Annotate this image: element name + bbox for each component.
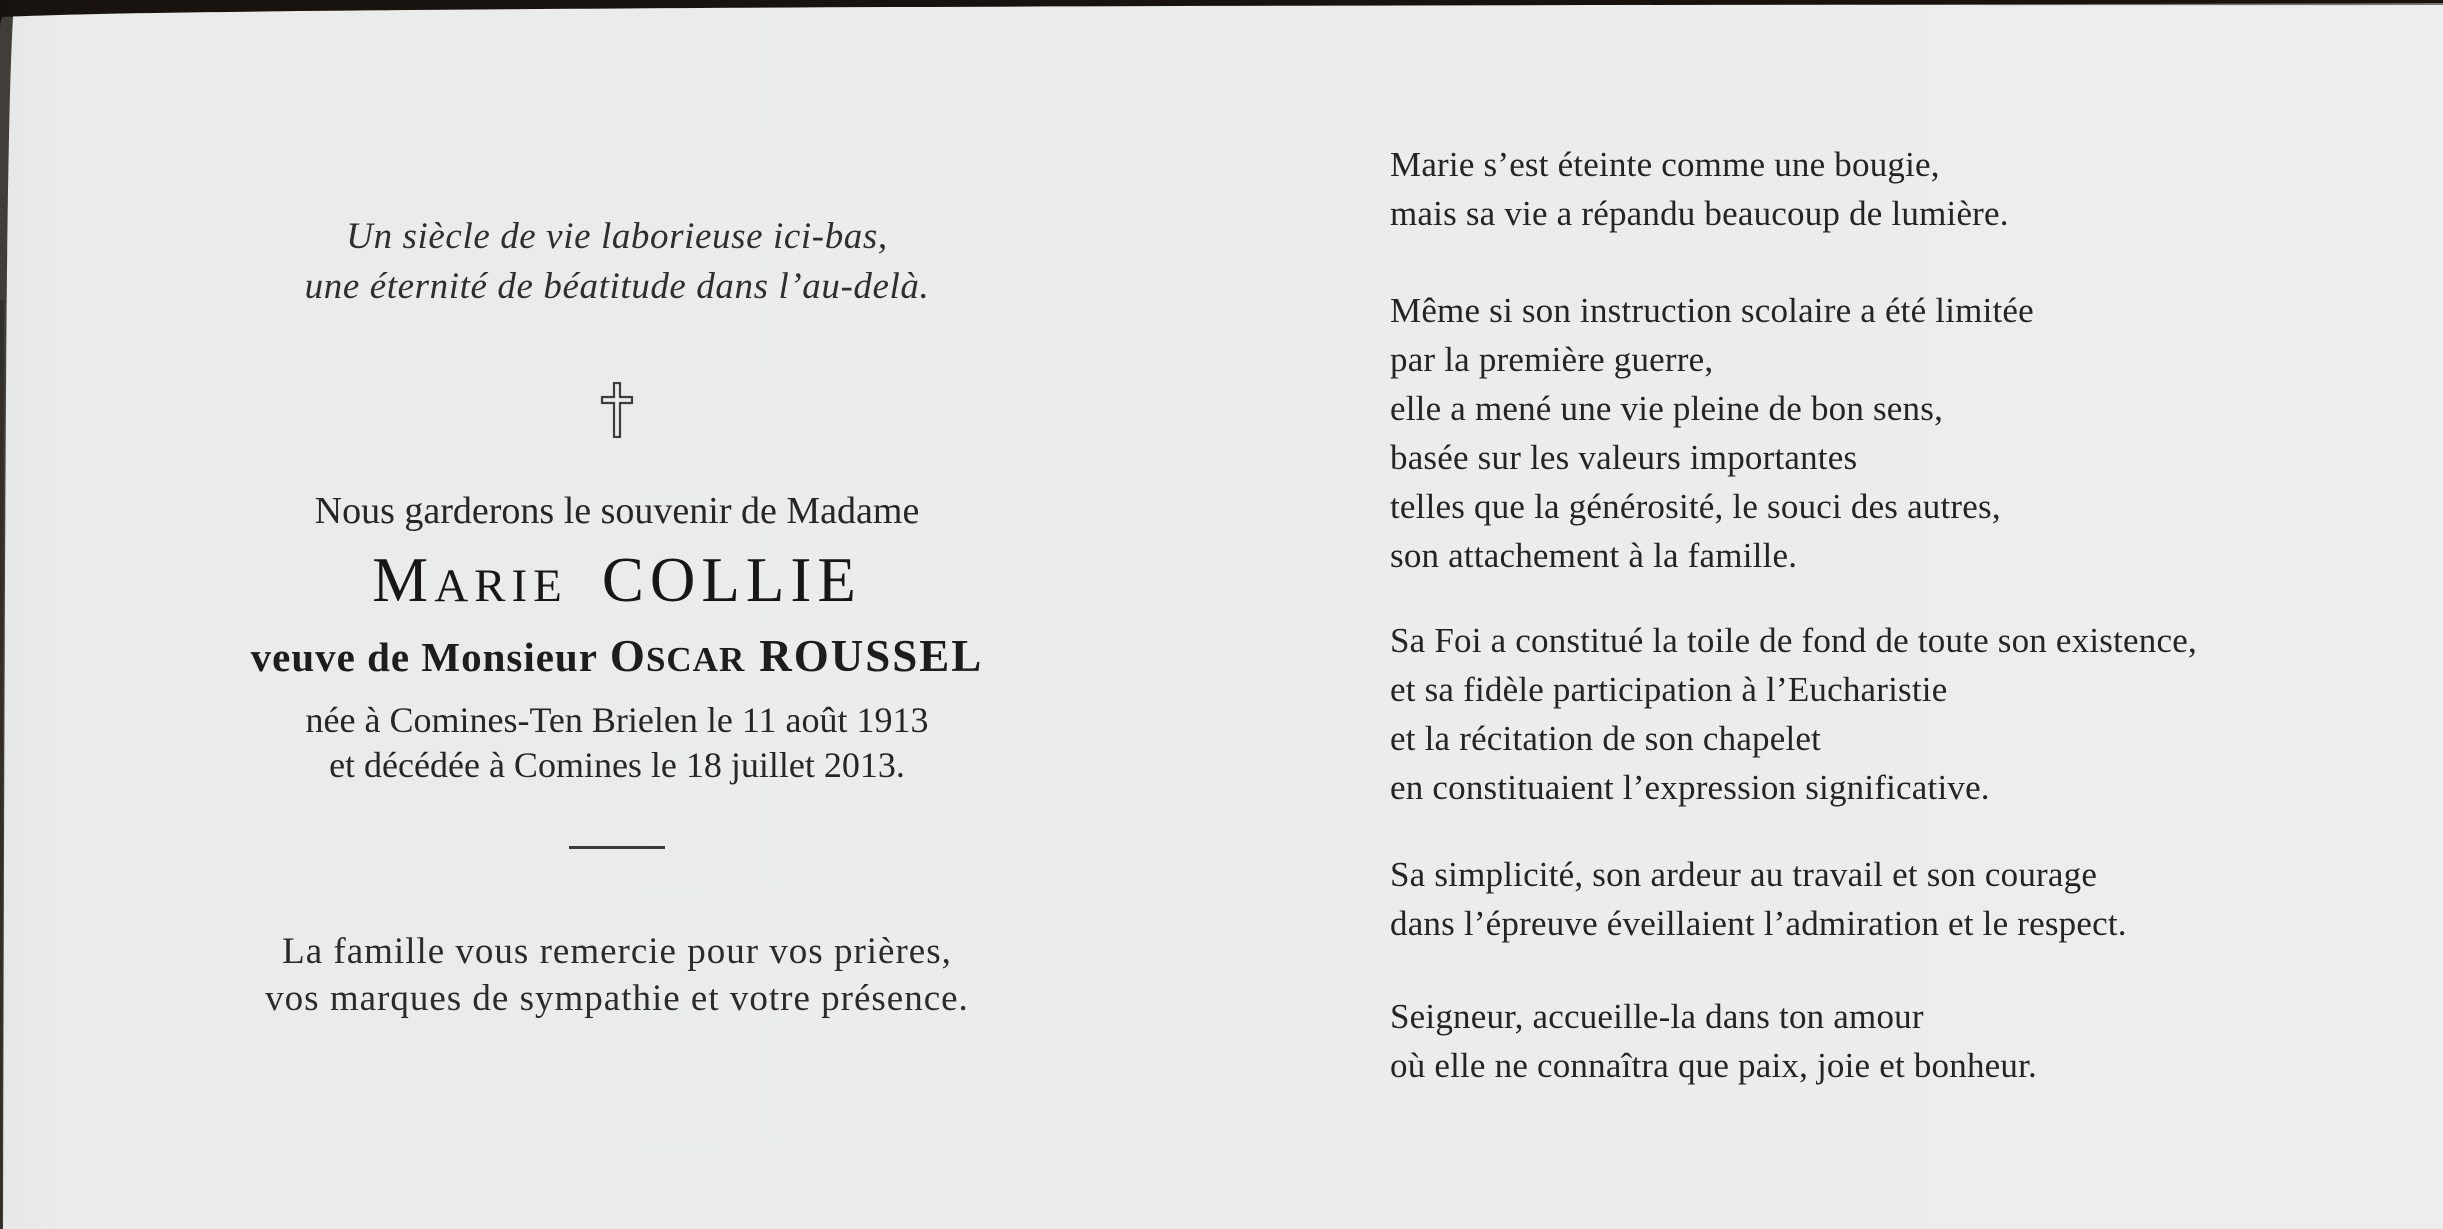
text-line: Marie s’est éteinte comme une bougie, [1390,145,1940,184]
text-line: et la récitation de son chapelet [1390,719,1822,758]
husband-last-name: ROUSSEL [759,631,984,681]
thanks-line: La famille vous remercie pour vos prières, [282,931,952,972]
eulogy-paragraph-3 [1390,616,2410,812]
cross-wrap [167,382,1067,443]
left-page [167,0,1067,1229]
text-line: en constituaient l’expression significative. [1390,768,1990,807]
text-line: Sa simplicité, son ardeur au travail et son courage [1390,855,2098,894]
widow-prefix: veuve de Monsieur [250,634,598,680]
text-line: Seigneur, accueille-la dans ton amour [1390,997,1924,1036]
thanks-line: vos marques de sympathie et votre présence. [265,978,969,1019]
text-line: Sa Foi a constitué la toile de fond de toute son existence, [1390,621,2197,660]
epigraph-line: Un siècle de vie laborieuse ici-bas, [346,216,888,257]
first-name-rest: ARIE [434,560,568,612]
husband-first-rest: SCAR [645,640,746,679]
birth-line: née à Comines-Ten Brielen le 11 août 1913 [305,700,929,740]
eulogy-paragraph-4 [1390,850,2410,948]
eulogy-paragraph-1 [1390,140,2410,238]
text-line: mais sa vie a répandu beaucoup de lumière. [1390,194,2009,233]
text-line: son attachement à la famille. [1390,536,1798,575]
first-name-initial: M [372,545,435,615]
text-line: où elle ne connaîtra que paix, joie et bonheur. [1390,1046,2037,1085]
husband-first-initial: O [609,631,646,681]
widow-line [167,630,1067,682]
text-line: et sa fidèle participation à l’Eucharistie [1390,670,1948,709]
life-dates [167,698,1067,788]
text-line: elle a mené une vie pleine de bon sens, [1390,389,1944,428]
right-page [1390,0,2410,1229]
text-line: dans l’épreuve éveillaient l’admiration et le respect. [1390,904,2127,943]
latin-cross-icon [600,382,634,438]
family-thanks [167,928,1067,1022]
text-line: par la première guerre, [1390,340,1714,379]
death-line: et décédée à Comines le 18 juillet 2013. [329,745,905,785]
deceased-name [167,544,1067,617]
divider-rule [569,846,665,849]
eulogy-paragraph-2 [1390,286,2410,580]
epigraph [167,212,1067,312]
intro-line: Nous garderons le souvenir de Madame [314,490,920,532]
text-line: Même si son instruction scolaire a été limitée [1390,291,2034,330]
last-name: COLLIE [601,545,862,615]
eulogy-paragraph-5 [1390,992,2410,1090]
text-line: telles que la générosité, le souci des autres, [1390,487,2001,526]
text-line: basée sur les valeurs importantes [1390,438,1858,477]
epigraph-line: une éternité de béatitude dans l’au-delà. [304,266,930,307]
